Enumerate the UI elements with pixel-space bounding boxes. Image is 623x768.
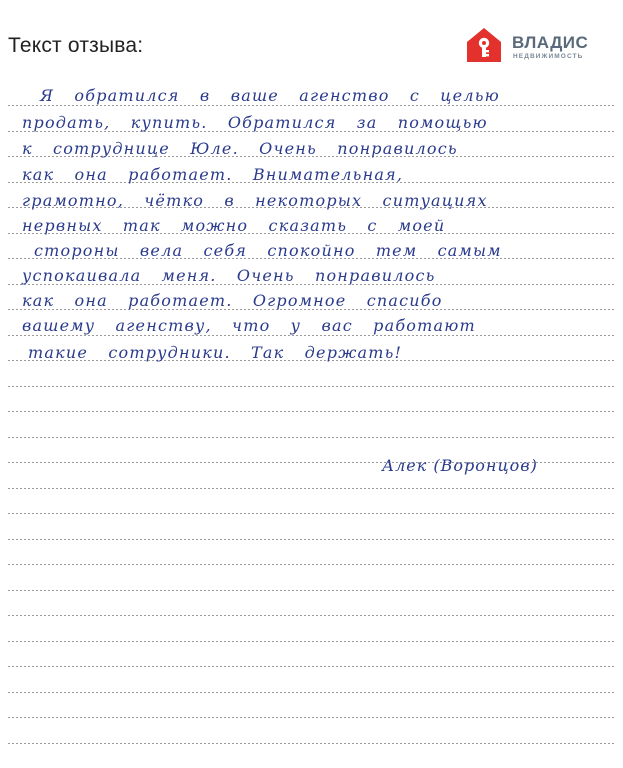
review-line: вашему агенству, что у вас работают: [22, 316, 476, 335]
review-form-title: Текст отзыва:: [8, 34, 144, 57]
review-line: Я обратился в ваше агенство с целью: [40, 86, 500, 105]
review-line: успокаивала меня. Очень понравилось: [22, 266, 436, 285]
review-line: как она работает. Огромное спасибо: [22, 291, 443, 310]
logo-tagline: НЕДВИЖИМОСТЬ: [513, 53, 584, 60]
review-line: нервных так можно сказать с моей: [22, 216, 446, 235]
review-line: такие сотрудники. Так держать!: [28, 343, 403, 362]
review-line: как она работает. Внимательная,: [22, 165, 404, 184]
logo-wordmark: ВЛАДИС: [512, 33, 589, 52]
review-line: стороны вела себя спокойно тем самым: [34, 241, 502, 260]
review-line: грамотно, чётко в некоторых ситуациях: [22, 191, 488, 210]
review-line: продать, купить. Обратился за помощью: [22, 113, 488, 132]
review-line: к сотруднице Юле. Очень понравилось: [22, 139, 458, 158]
reviewer-signature: Алек (Воронцов): [382, 456, 538, 475]
